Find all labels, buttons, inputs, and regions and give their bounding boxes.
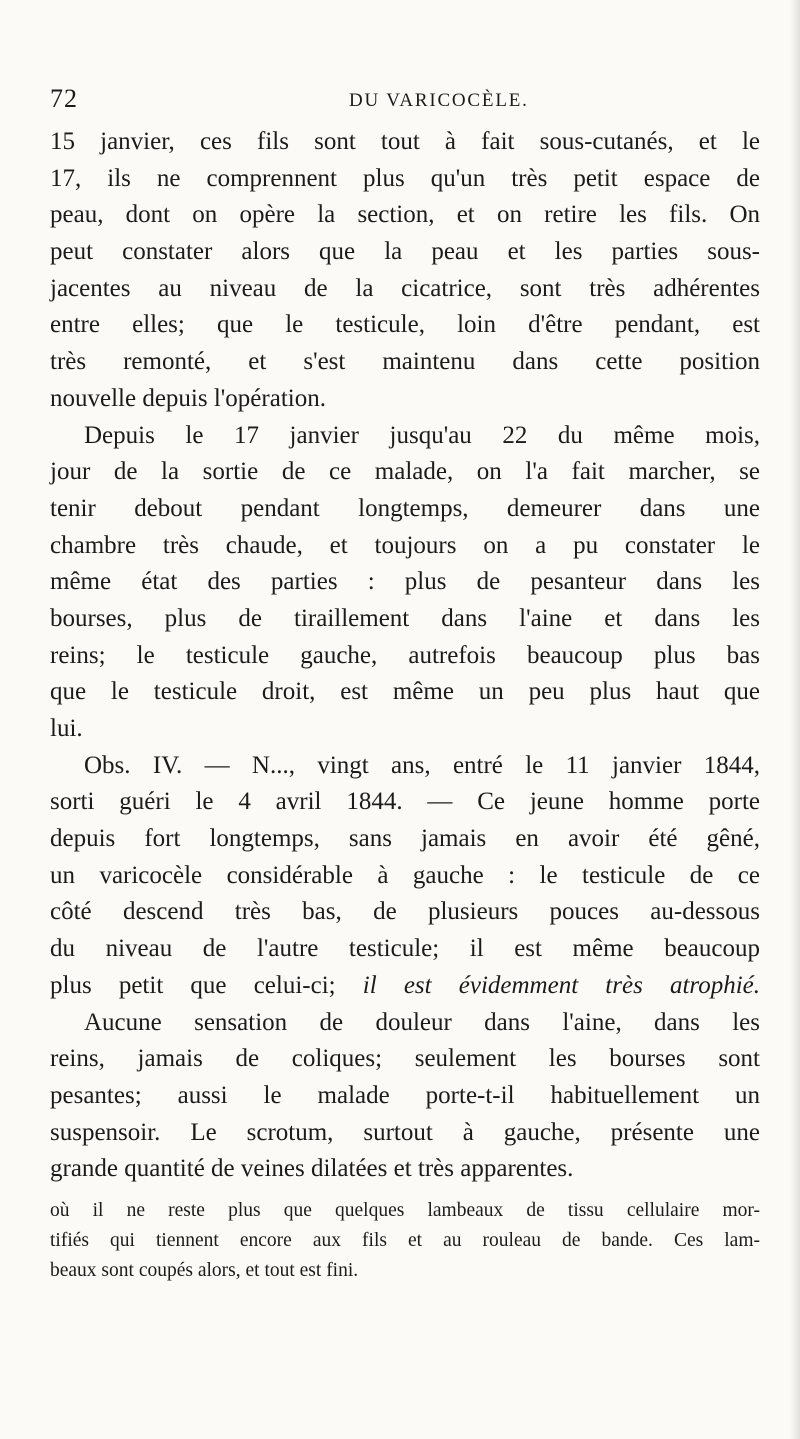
footnote xyxy=(50,1196,760,1286)
footnote-line: où il ne reste plus que quelques lambeaux de tissu cellulaire mor- xyxy=(50,1200,760,1221)
text-line: 15 janvier, ces fils sont tout à fait sous-cutanés, et le xyxy=(50,128,760,155)
text-line: suspensoir. Le scrotum, surtout à gauche, présente une xyxy=(50,1118,760,1146)
text-line: reins, jamais de coliques; seulement les bourses sont xyxy=(50,1045,760,1073)
text-line: peut constater alors que la peau et les parties sous- xyxy=(50,238,760,266)
text-fragment: plus petit que celui-ci; xyxy=(50,971,336,999)
text-line: jacentes au niveau de la cicatrice, sont très adhérentes xyxy=(50,274,760,302)
text-line: un varicocèle considérable à gauche : le testicule de ce xyxy=(50,861,760,889)
text-line: 17, ils ne comprennent plus qu'un très petit espace de xyxy=(50,164,760,192)
text-line: pesantes; aussi le malade porte-t-il habituellement un xyxy=(50,1081,760,1109)
text-line: nouvelle depuis l'opération. xyxy=(50,384,326,412)
text-line: chambre très chaude, et toujours on a pu constater le xyxy=(50,531,760,559)
text-line: lui. xyxy=(50,715,83,742)
footnote-line: beaux sont coupés alors, et tout est fini. xyxy=(50,1260,359,1281)
text-line: reins; le testicule gauche, autrefois beaucoup plus bas xyxy=(50,641,760,669)
text-line: Depuis le 17 janvier jusqu'au 22 du même mois, xyxy=(84,421,760,449)
text-line: peau, dont on opère la section, et on retire les fils. On xyxy=(50,201,760,229)
text-line: Obs. IV. — N..., vingt ans, entré le 11 janvier 1844, xyxy=(84,751,760,779)
text-line-with-italic xyxy=(50,968,760,1005)
text-line: grande quantité de veines dilatées et très apparentes. xyxy=(50,1155,574,1183)
text-line: que le testicule droit, est même un peu plus haut que xyxy=(50,678,760,706)
text-line: même état des parties : plus de pesanteur dans les xyxy=(50,568,760,596)
text-line: Aucune sensation de douleur dans l'aine, dans les xyxy=(84,1008,760,1036)
text-line: sorti guéri le 4 avril 1844. — Ce jeune homme porte xyxy=(50,788,760,816)
main-text xyxy=(50,124,760,1188)
page-edge-shadow xyxy=(790,0,800,1439)
running-head xyxy=(50,84,750,118)
italic-phrase: il est évidemment très atrophié. xyxy=(362,971,761,999)
running-title: DU VARICOCÈLE. xyxy=(349,90,529,111)
text-line: très remonté, et s'est maintenu dans cette position xyxy=(50,348,760,376)
page-number: 72 xyxy=(50,84,78,113)
text-line: côté descend très bas, de plusieurs pouces au-dessous xyxy=(50,898,760,926)
text-line: depuis fort longtemps, sans jamais en avoir été gêné, xyxy=(50,825,760,853)
text-line: entre elles; que le testicule, loin d'être pendant, est xyxy=(50,311,760,339)
text-line: bourses, plus de tiraillement dans l'aine et dans les xyxy=(50,604,760,632)
footnote-line: tifiés qui tiennent encore aux fils et au rouleau de bande. Ces lam- xyxy=(50,1230,760,1251)
text-line: tenir debout pendant longtemps, demeurer dans une xyxy=(50,494,760,522)
text-line: du niveau de l'autre testicule; il est même beaucoup xyxy=(50,935,760,963)
text-line: jour de la sortie de ce malade, on l'a fait marcher, se xyxy=(50,458,760,486)
